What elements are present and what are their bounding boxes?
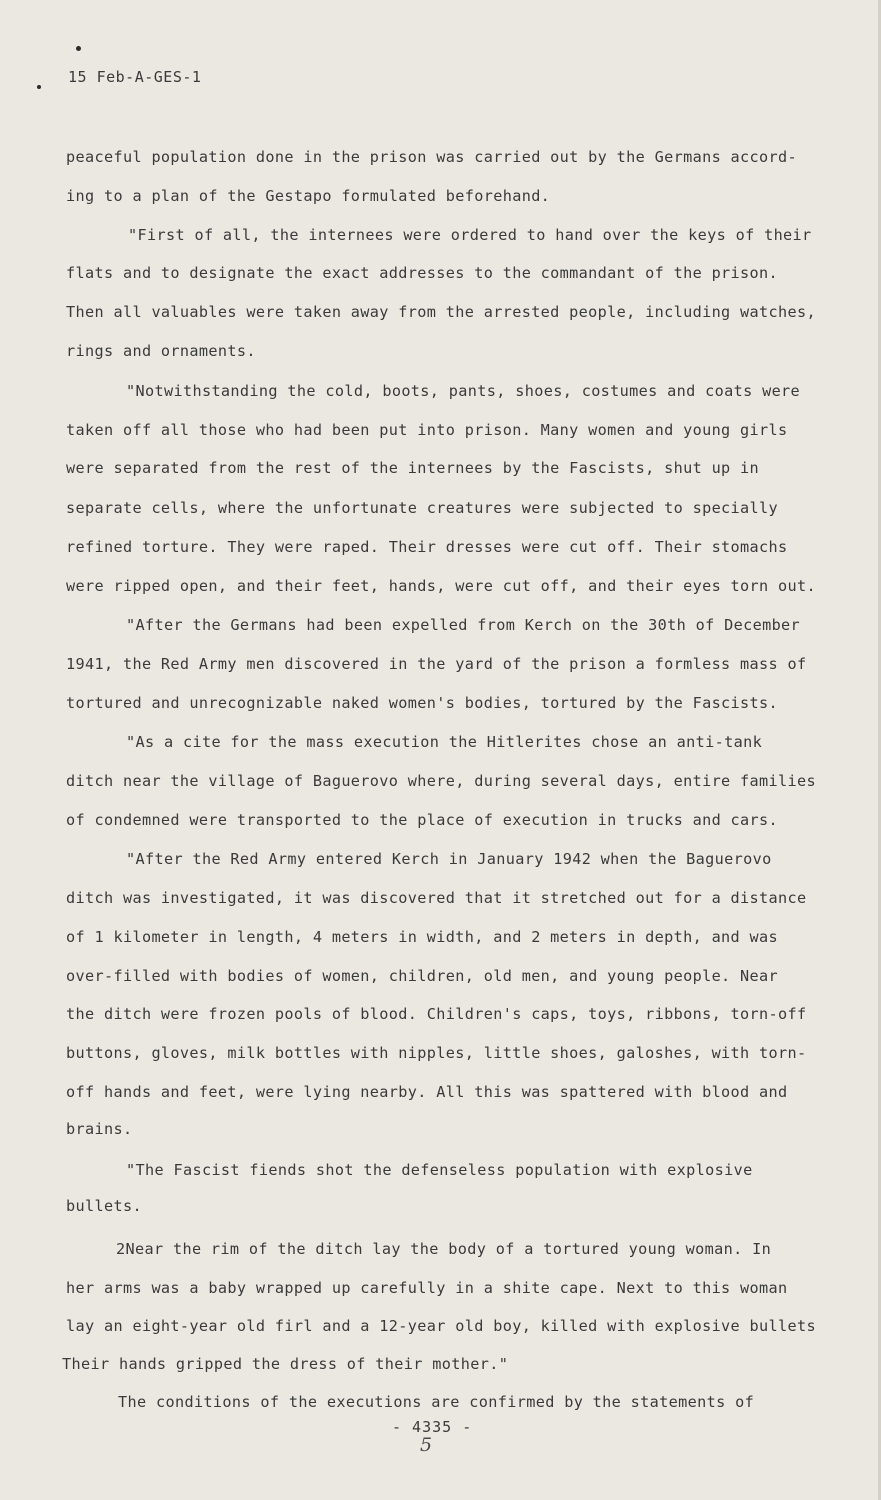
text-line: were ripped open, and their feet, hands, were cut off, and their eyes torn out. bbox=[66, 577, 816, 595]
text-line: "First of all, the internees were ordered to hand over the keys of their bbox=[128, 226, 812, 244]
text-line: of 1 kilometer in length, 4 meters in width, and 2 meters in depth, and was bbox=[66, 928, 779, 946]
text-line: bullets. bbox=[66, 1197, 142, 1215]
text-line: separate cells, where the unfortunate creatures were subjected to specially bbox=[66, 499, 779, 517]
ink-dot bbox=[76, 46, 81, 51]
document-code: 15 Feb-A-GES-1 bbox=[68, 68, 202, 86]
text-line: The conditions of the executions are confirmed by the statements of bbox=[118, 1393, 755, 1411]
text-line: 1941, the Red Army men discovered in the yard of the prison a formless mass of bbox=[66, 655, 807, 673]
text-line: off hands and feet, were lying nearby. All this was spattered with blood and bbox=[66, 1083, 788, 1101]
text-line: Their hands gripped the dress of their mother." bbox=[62, 1355, 509, 1373]
page-number: - 4335 - bbox=[392, 1418, 473, 1436]
text-line: her arms was a baby wrapped up carefully in a shite cape. Next to this woman bbox=[66, 1279, 788, 1297]
text-line: buttons, gloves, milk bottles with nipples, little shoes, galoshes, with torn- bbox=[66, 1044, 807, 1062]
text-line: over-filled with bodies of women, children, old men, and young people. Near bbox=[66, 967, 779, 985]
text-line: 2Near the rim of the ditch lay the body of a tortured young woman. In bbox=[116, 1240, 772, 1258]
text-line: tortured and unrecognizable naked women's bodies, tortured by the Fascists. bbox=[66, 694, 779, 712]
text-line: flats and to designate the exact addresses to the commandant of the prison. bbox=[66, 264, 779, 282]
text-line: "After the Germans had been expelled from Kerch on the 30th of December bbox=[126, 616, 801, 634]
text-line: rings and ornaments. bbox=[66, 342, 256, 360]
text-line: the ditch were frozen pools of blood. Children's caps, toys, ribbons, torn-off bbox=[66, 1005, 807, 1023]
text-line: ditch was investigated, it was discovered that it stretched out for a distance bbox=[66, 889, 807, 907]
text-line: brains. bbox=[66, 1120, 133, 1138]
text-line: of condemned were transported to the place of execution in trucks and cars. bbox=[66, 811, 779, 829]
text-line: Then all valuables were taken away from the arrested people, including watches, bbox=[66, 303, 816, 321]
text-line: peaceful population done in the prison was carried out by the Germans accord- bbox=[66, 148, 798, 166]
text-line: ing to a plan of the Gestapo formulated beforehand. bbox=[66, 187, 551, 205]
text-line: "As a cite for the mass execution the Hitlerites chose an anti-tank bbox=[126, 733, 763, 751]
text-line: ditch near the village of Baguerovo where, during several days, entire families bbox=[66, 772, 816, 790]
ink-dot bbox=[37, 85, 41, 89]
text-line: were separated from the rest of the internees by the Fascists, shut up in bbox=[66, 459, 760, 477]
handwritten-page-number: 5 bbox=[420, 1434, 433, 1456]
text-line: lay an eight-year old firl and a 12-year old boy, killed with explosive bullets bbox=[66, 1317, 816, 1335]
text-line: refined torture. They were raped. Their dresses were cut off. Their stomachs bbox=[66, 538, 788, 556]
text-line: "The Fascist fiends shot the defenseless population with explosive bbox=[126, 1161, 753, 1179]
text-line: "Notwithstanding the cold, boots, pants, shoes, costumes and coats were bbox=[126, 382, 801, 400]
text-line: taken off all those who had been put into prison. Many women and young girls bbox=[66, 421, 788, 439]
text-line: "After the Red Army entered Kerch in January 1942 when the Baguerovo bbox=[126, 850, 772, 868]
